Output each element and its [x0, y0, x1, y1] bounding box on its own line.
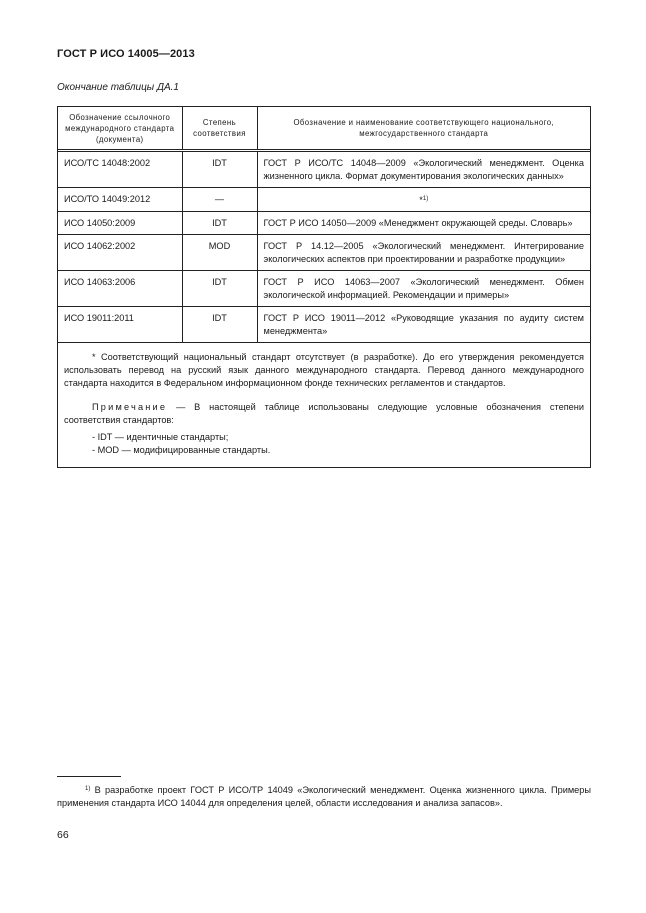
column-header-degree: Степень соответствия [182, 107, 257, 151]
footnote-text: В разработке проект ГОСТ Р ИСО/ТР 14049 «Экологический менеджмент. Оценка жизненного цикла. Примеры применения стандарта ИСО 14044 для определения целей, области исследования и анализа запасов». [57, 785, 591, 808]
degree-cell: IDT [182, 271, 257, 307]
column-header-reference: Обозначение ссылочного международного стандарта (документа) [58, 107, 182, 151]
column-header-national: Обозначение и наименование соответствующего национального, межгосударственного стандарта [257, 107, 590, 151]
table-caption: Окончание таблицы ДА.1 [57, 82, 179, 93]
table-notes [58, 342, 590, 467]
footnote-mark: 1) [85, 786, 91, 792]
list-item: - MOD — модифицированные стандарты. [92, 445, 271, 455]
note-paragraph [64, 401, 584, 427]
note-text: — В настоящей таблице использованы следующие условные обозначения степени соответствия стандартов: [64, 402, 584, 425]
degree-cell: — [182, 188, 257, 212]
table-row [58, 307, 590, 343]
reference-cell: ИСО 14063:2006 [58, 271, 182, 307]
reference-cell: ИСО/ТС 14048:2002 [58, 151, 182, 188]
document-code: ГОСТ Р ИСО 14005—2013 [57, 48, 195, 60]
standards-table [57, 106, 591, 468]
footnote-reference: 1) [422, 196, 429, 202]
degree-cell: MOD [182, 235, 257, 271]
footnote [57, 783, 591, 810]
degree-cell: IDT [182, 151, 257, 188]
footnote-divider [57, 776, 121, 777]
table-row [58, 271, 590, 307]
reference-cell: ИСО 19011:2011 [58, 307, 182, 343]
note-label: Примечание [92, 402, 168, 412]
national-standard-cell: ГОСТ Р ИСО 14050—2009 «Менеджмент окружающей среды. Словарь» [257, 212, 590, 235]
list-item: - IDT — идентичные стандарты; [92, 432, 229, 442]
asterisk-note: * Соответствующий национальный стандарт отсутствует (в разработке). До его утверждения рекомендуется использовать перевод на русский язык данного международного стандарта. Перевод данного международного стандарта находится в Федеральном информационном фонде технических регламентов и стандартов. [64, 352, 584, 388]
asterisk-mark: * [419, 195, 423, 205]
table-row [58, 151, 590, 188]
table-row [58, 235, 590, 271]
degree-cell: IDT [182, 212, 257, 235]
degree-cell: IDT [182, 307, 257, 343]
table-header-row [58, 107, 590, 151]
table-row [58, 212, 590, 235]
table-row [58, 188, 590, 212]
national-standard-cell: ГОСТ Р ИСО 19011—2012 «Руководящие указания по аудиту систем менеджмента» [257, 307, 590, 343]
reference-cell: ИСО 14062:2002 [58, 235, 182, 271]
national-standard-cell [257, 188, 590, 212]
national-standard-cell: ГОСТ Р ИСО 14063—2007 «Экологический менеджмент. Обмен экологической информацией. Рекомендации и примеры» [257, 271, 590, 307]
reference-cell: ИСО/ТО 14049:2012 [58, 188, 182, 212]
page-number: 66 [57, 829, 69, 841]
national-standard-cell: ГОСТ Р ИСО/ТС 14048—2009 «Экологический менеджмент. Оценка жизненного цикла. Формат документирования экологических данных» [257, 151, 590, 188]
reference-cell: ИСО 14050:2009 [58, 212, 182, 235]
national-standard-cell: ГОСТ Р 14.12—2005 «Экологический менеджмент. Интегрирование экологических аспектов при проектировании и разработке продукции» [257, 235, 590, 271]
